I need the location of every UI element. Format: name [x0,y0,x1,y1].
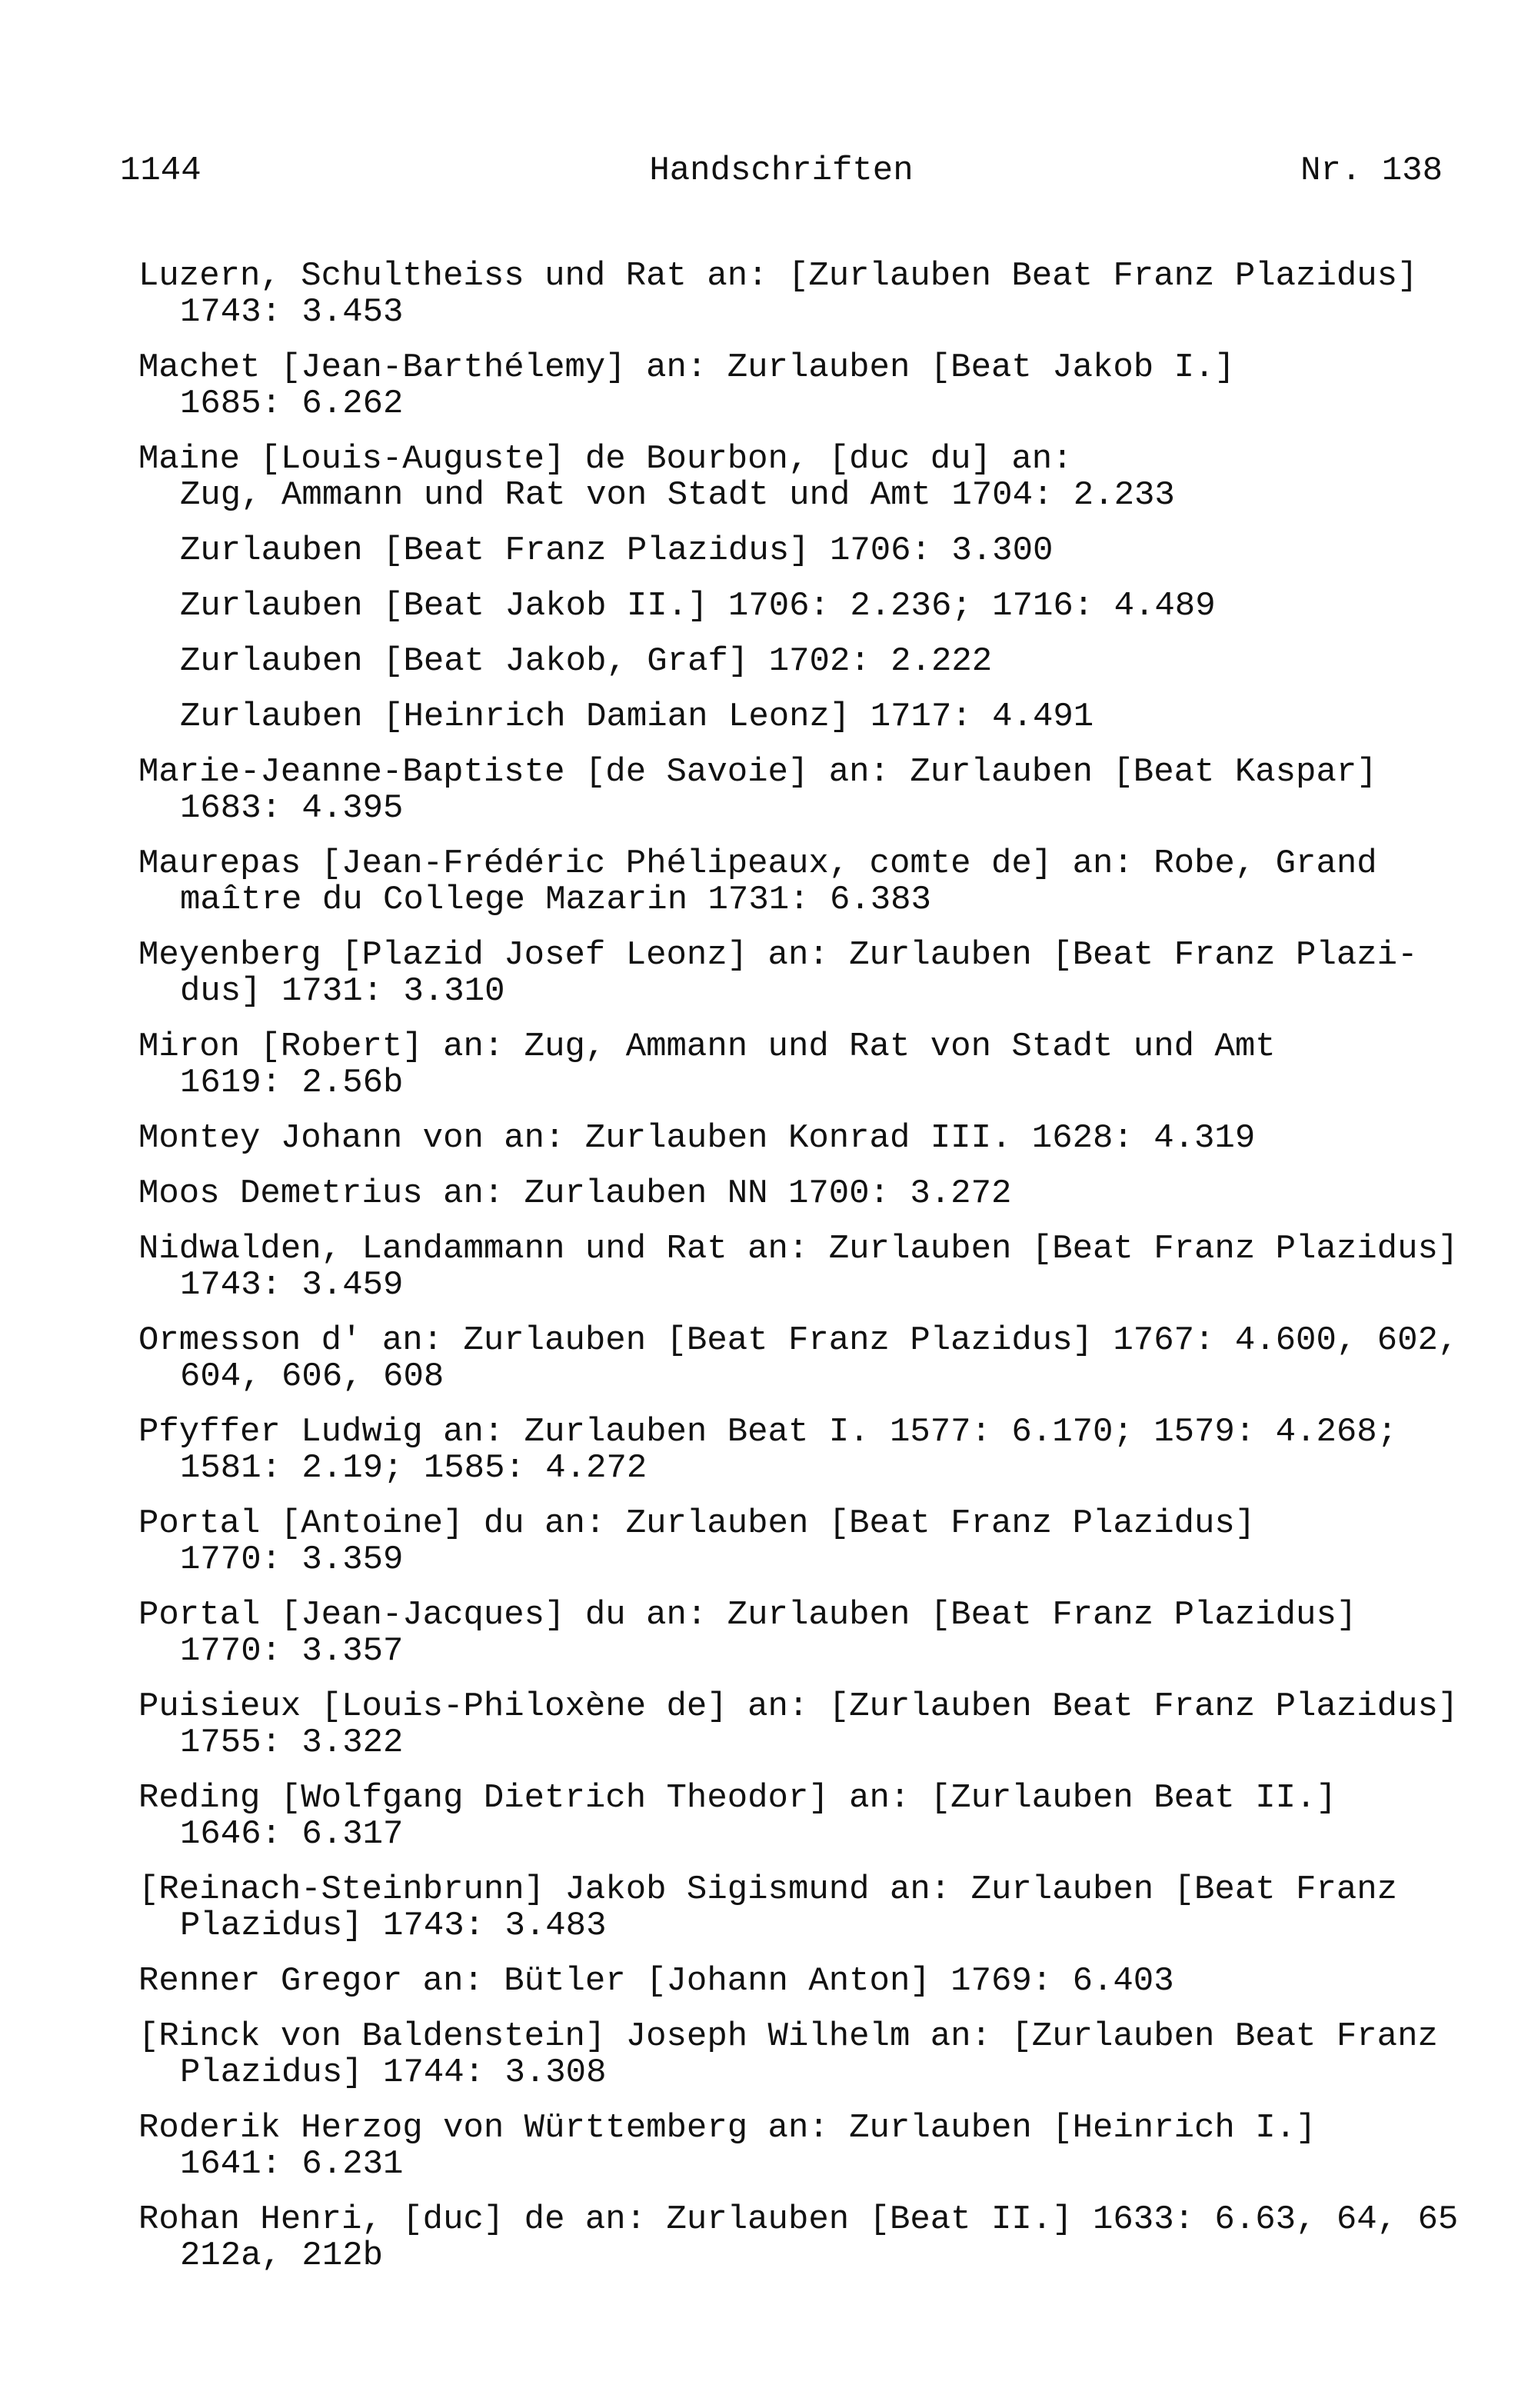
entry-continuation: 1770: 3.359 [180,1540,404,1579]
index-entry [138,754,1492,827]
index-entry [138,1963,1492,2000]
entry-continuation: 212a, 212b [180,2236,384,2275]
entry-continuation: dus] 1731: 3.310 [180,972,505,1011]
entry-continuation: Zug, Ammann und Rat von Stadt und Amt 1704: 2.233 [180,476,1175,515]
entry-line: Meyenberg [Plazid Josef Leonz] an: Zurlauben [Beat Franz Plazi- [138,936,1418,974]
entry-continuation: 1646: 6.317 [180,1815,404,1853]
entry-continuation: 1619: 2.56b [180,1064,404,1102]
entry-line: Portal [Antoine] du an: Zurlauben [Beat Franz Plazidus] [138,1504,1256,1543]
page-header [120,148,1443,194]
index-entry [138,1780,1492,1853]
entry-line: Renner Gregor an: Bütler [Johann Anton] 1769: 6.403 [138,1962,1174,2000]
index-entry [138,1029,1492,1101]
section-number: Nr. 138 [1300,152,1443,190]
index-subentry [138,588,1492,624]
running-title: Handschriften [649,152,914,190]
entry-line: [Rinck von Baldenstein] Joseph Wilhelm an: [Zurlauben Beat Franz [138,2017,1438,2056]
entry-line: Luzern, Schultheiss und Rat an: [Zurlauben Beat Franz Plazidus] [138,257,1418,295]
index-entry [138,1506,1492,1578]
entry-line: Nidwalden, Landammann und Rat an: Zurlauben [Beat Franz Plazidus] [138,1230,1459,1268]
entry-line: Montey Johann von an: Zurlauben Konrad III. 1628: 4.319 [138,1119,1256,1157]
entry-line: Miron [Robert] an: Zug, Ammann und Rat von Stadt und Amt [138,1027,1276,1066]
entry-continuation: 604, 606, 608 [180,1357,444,1396]
entry-line: Roderik Herzog von Württemberg an: Zurlauben [Heinrich I.] [138,2109,1317,2147]
index-entry [138,2110,1492,2183]
index-subentry [138,533,1492,569]
entry-continuation: 1581: 2.19; 1585: 4.272 [180,1449,647,1487]
subentry-line: Zurlauben [Beat Jakob, Graf] 1702: 2.222 [180,642,993,681]
index-entry [138,1121,1492,1157]
entry-continuation: Plazidus] 1743: 3.483 [180,1907,607,1945]
index-entry [138,2202,1492,2274]
entry-line: Portal [Jean-Jacques] du an: Zurlauben [Beat Franz Plazidus] [138,1596,1357,1634]
entry-line: [Reinach-Steinbrunn] Jakob Sigismund an: Zurlauben [Beat Franz [138,1870,1398,1909]
index-entry [138,1597,1492,1670]
entry-line: Ormesson d' an: Zurlauben [Beat Franz Plazidus] 1767: 4.600, 602, [138,1321,1459,1360]
entry-continuation: 1743: 3.459 [180,1266,404,1304]
subentry-line: Zurlauben [Beat Jakob II.] 1706: 2.236; 1716: 4.489 [180,587,1216,625]
entry-continuation: 1755: 3.322 [180,1724,404,1762]
entry-continuation: 1641: 6.231 [180,2145,404,2183]
subentry-line: Zurlauben [Beat Franz Plazidus] 1706: 3.300 [180,531,1054,570]
index-entry [138,441,1492,514]
entry-continuation: maître du College Mazarin 1731: 6.383 [180,881,931,919]
entry-line: Reding [Wolfgang Dietrich Theodor] an: [Zurlauben Beat II.] [138,1779,1337,1817]
index-entry [138,350,1492,422]
index-entries [138,258,1492,2293]
entry-continuation: 1743: 3.453 [180,293,404,331]
index-entry [138,1414,1492,1487]
index-entry [138,1872,1492,1944]
entry-line: Puisieux [Louis-Philoxène de] an: [Zurlauben Beat Franz Plazidus] [138,1687,1459,1726]
index-subentry [138,644,1492,680]
entry-continuation: 1683: 4.395 [180,789,404,828]
entry-continuation: Plazidus] 1744: 3.308 [180,2053,607,2092]
index-entry [138,1231,1492,1304]
index-entry [138,846,1492,918]
entry-line: Machet [Jean-Barthélemy] an: Zurlauben [Beat Jakob I.] [138,348,1235,387]
entry-continuation: 1770: 3.357 [180,1632,404,1670]
entry-line: Moos Demetrius an: Zurlauben NN 1700: 3.272 [138,1174,1012,1213]
entry-continuation: 1685: 6.262 [180,385,404,423]
entry-line: Pfyffer Ludwig an: Zurlauben Beat I. 1577: 6.170; 1579: 4.268; [138,1413,1398,1451]
index-entry [138,2019,1492,2091]
entry-line: Maine [Louis-Auguste] de Bourbon, [duc du] an: [138,440,1073,478]
index-entry [138,1689,1492,1761]
index-entry [138,258,1492,331]
entry-line: Rohan Henri, [duc] de an: Zurlauben [Beat II.] 1633: 6.63, 64, 65 [138,2200,1459,2239]
index-entry [138,938,1492,1010]
index-subentry [138,699,1492,735]
index-entry [138,1323,1492,1395]
index-entry [138,1176,1492,1212]
entry-line: Marie-Jeanne-Baptiste [de Savoie] an: Zurlauben [Beat Kaspar] [138,753,1377,791]
page-number: 1144 [120,152,201,190]
entry-line: Maurepas [Jean-Frédéric Phélipeaux, comte de] an: Robe, Grand [138,844,1377,883]
subentry-line: Zurlauben [Heinrich Damian Leonz] 1717: 4.491 [180,698,1094,736]
